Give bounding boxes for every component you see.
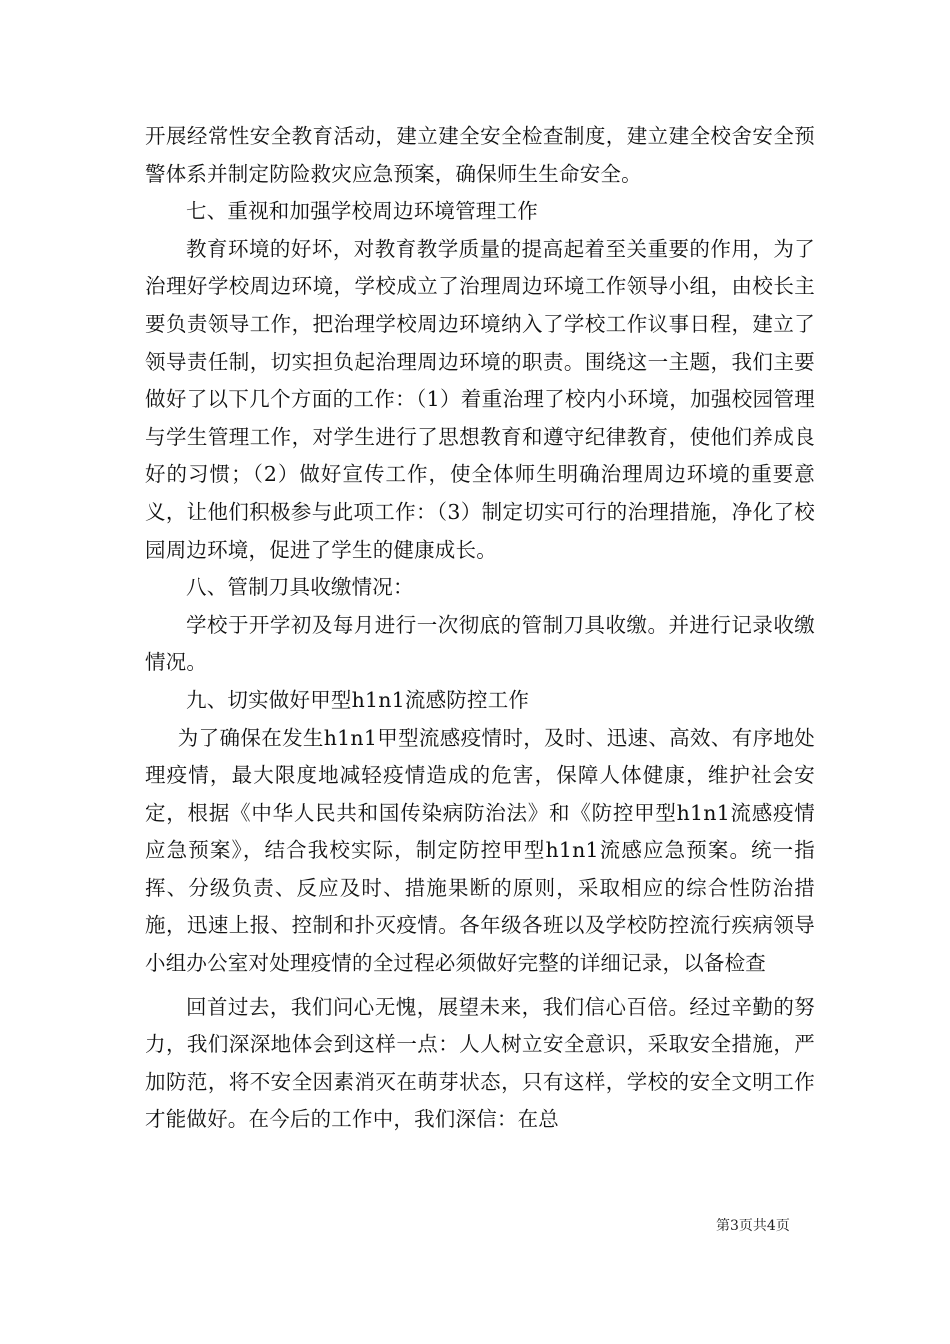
section-heading-9: 九、切实做好甲型h1n1流感防控工作 <box>186 687 530 712</box>
paragraph-continuation: 开展经常性安全教育活动，建立建全安全检查制度，建立建全校舍安全预警体系并制定防险救灾应急预案，确保师生生命安全。 <box>145 124 815 186</box>
paragraph-knife-collection: 学校于开学初及每月进行一次彻底的管制刀具收缴。并进行记录收缴情况。 <box>145 612 815 675</box>
document-body <box>145 118 815 1139</box>
section-heading-8: 八、管制刀具收缴情况： <box>186 575 414 600</box>
section-heading-7: 七、重视和加强学校周边环境管理工作 <box>186 199 538 224</box>
paragraph-conclusion: 回首过去，我们问心无愧，展望未来，我们信心百倍。经过辛勤的努力，我们深深地体会到这样一点：人人树立安全意识，采取安全措施，严加防范，将不安全因素消灭在萌芽状态，只有这样，学校的安全文明工作才能做好。在今后的工作中，我们深信：在总 <box>145 994 815 1132</box>
paragraph-h1n1: 为了确保在发生h1n1甲型流感疫情时，及时、迅速、高效、有序地处理疫情，最大限度地减轻疫情造成的危害，保障人体健康，维护社会安定，根据《中华人民共和国传染病防治法》和《防控甲型h1n1流感疫情应急预案》，结合我校实际，制定防控甲型h1n1流感应急预案。统一指挥、分级负责、反应及时、措施果断的原则，采取相应的综合性防治措施，迅速上报、控制和扑灭疫情。各年级各班以及学校防控流行疾病领导小组办公室对处理疫情的全过程必须做好完整的详细记录，以备检查 <box>145 725 815 976</box>
page-number: 第3页共4页 <box>716 1218 790 1234</box>
paragraph-environment: 教育环境的好坏，对教育教学质量的提高起着至关重要的作用，为了治理好学校周边环境，学校成立了治理周边环境工作领导小组，由校长主要负责领导工作，把治理学校周边环境纳入了学校工作议事日程，建立了领导责任制，切实担负起治理周边环境的职责。围绕这一主题，我们主要做好了以下几个方面的工作：（1）着重治理了校内小环境，加强校园管理与学生管理工作，对学生进行了思想教育和遵守纪律教育，使他们养成良好的习惯；（2）做好宣传工作，使全体师生明确治理周边环境的重要意义，让他们积极参与此项工作：（3）制定切实可行的治理措施，净化了校园周边环境，促进了学生的健康成长。 <box>145 236 815 562</box>
